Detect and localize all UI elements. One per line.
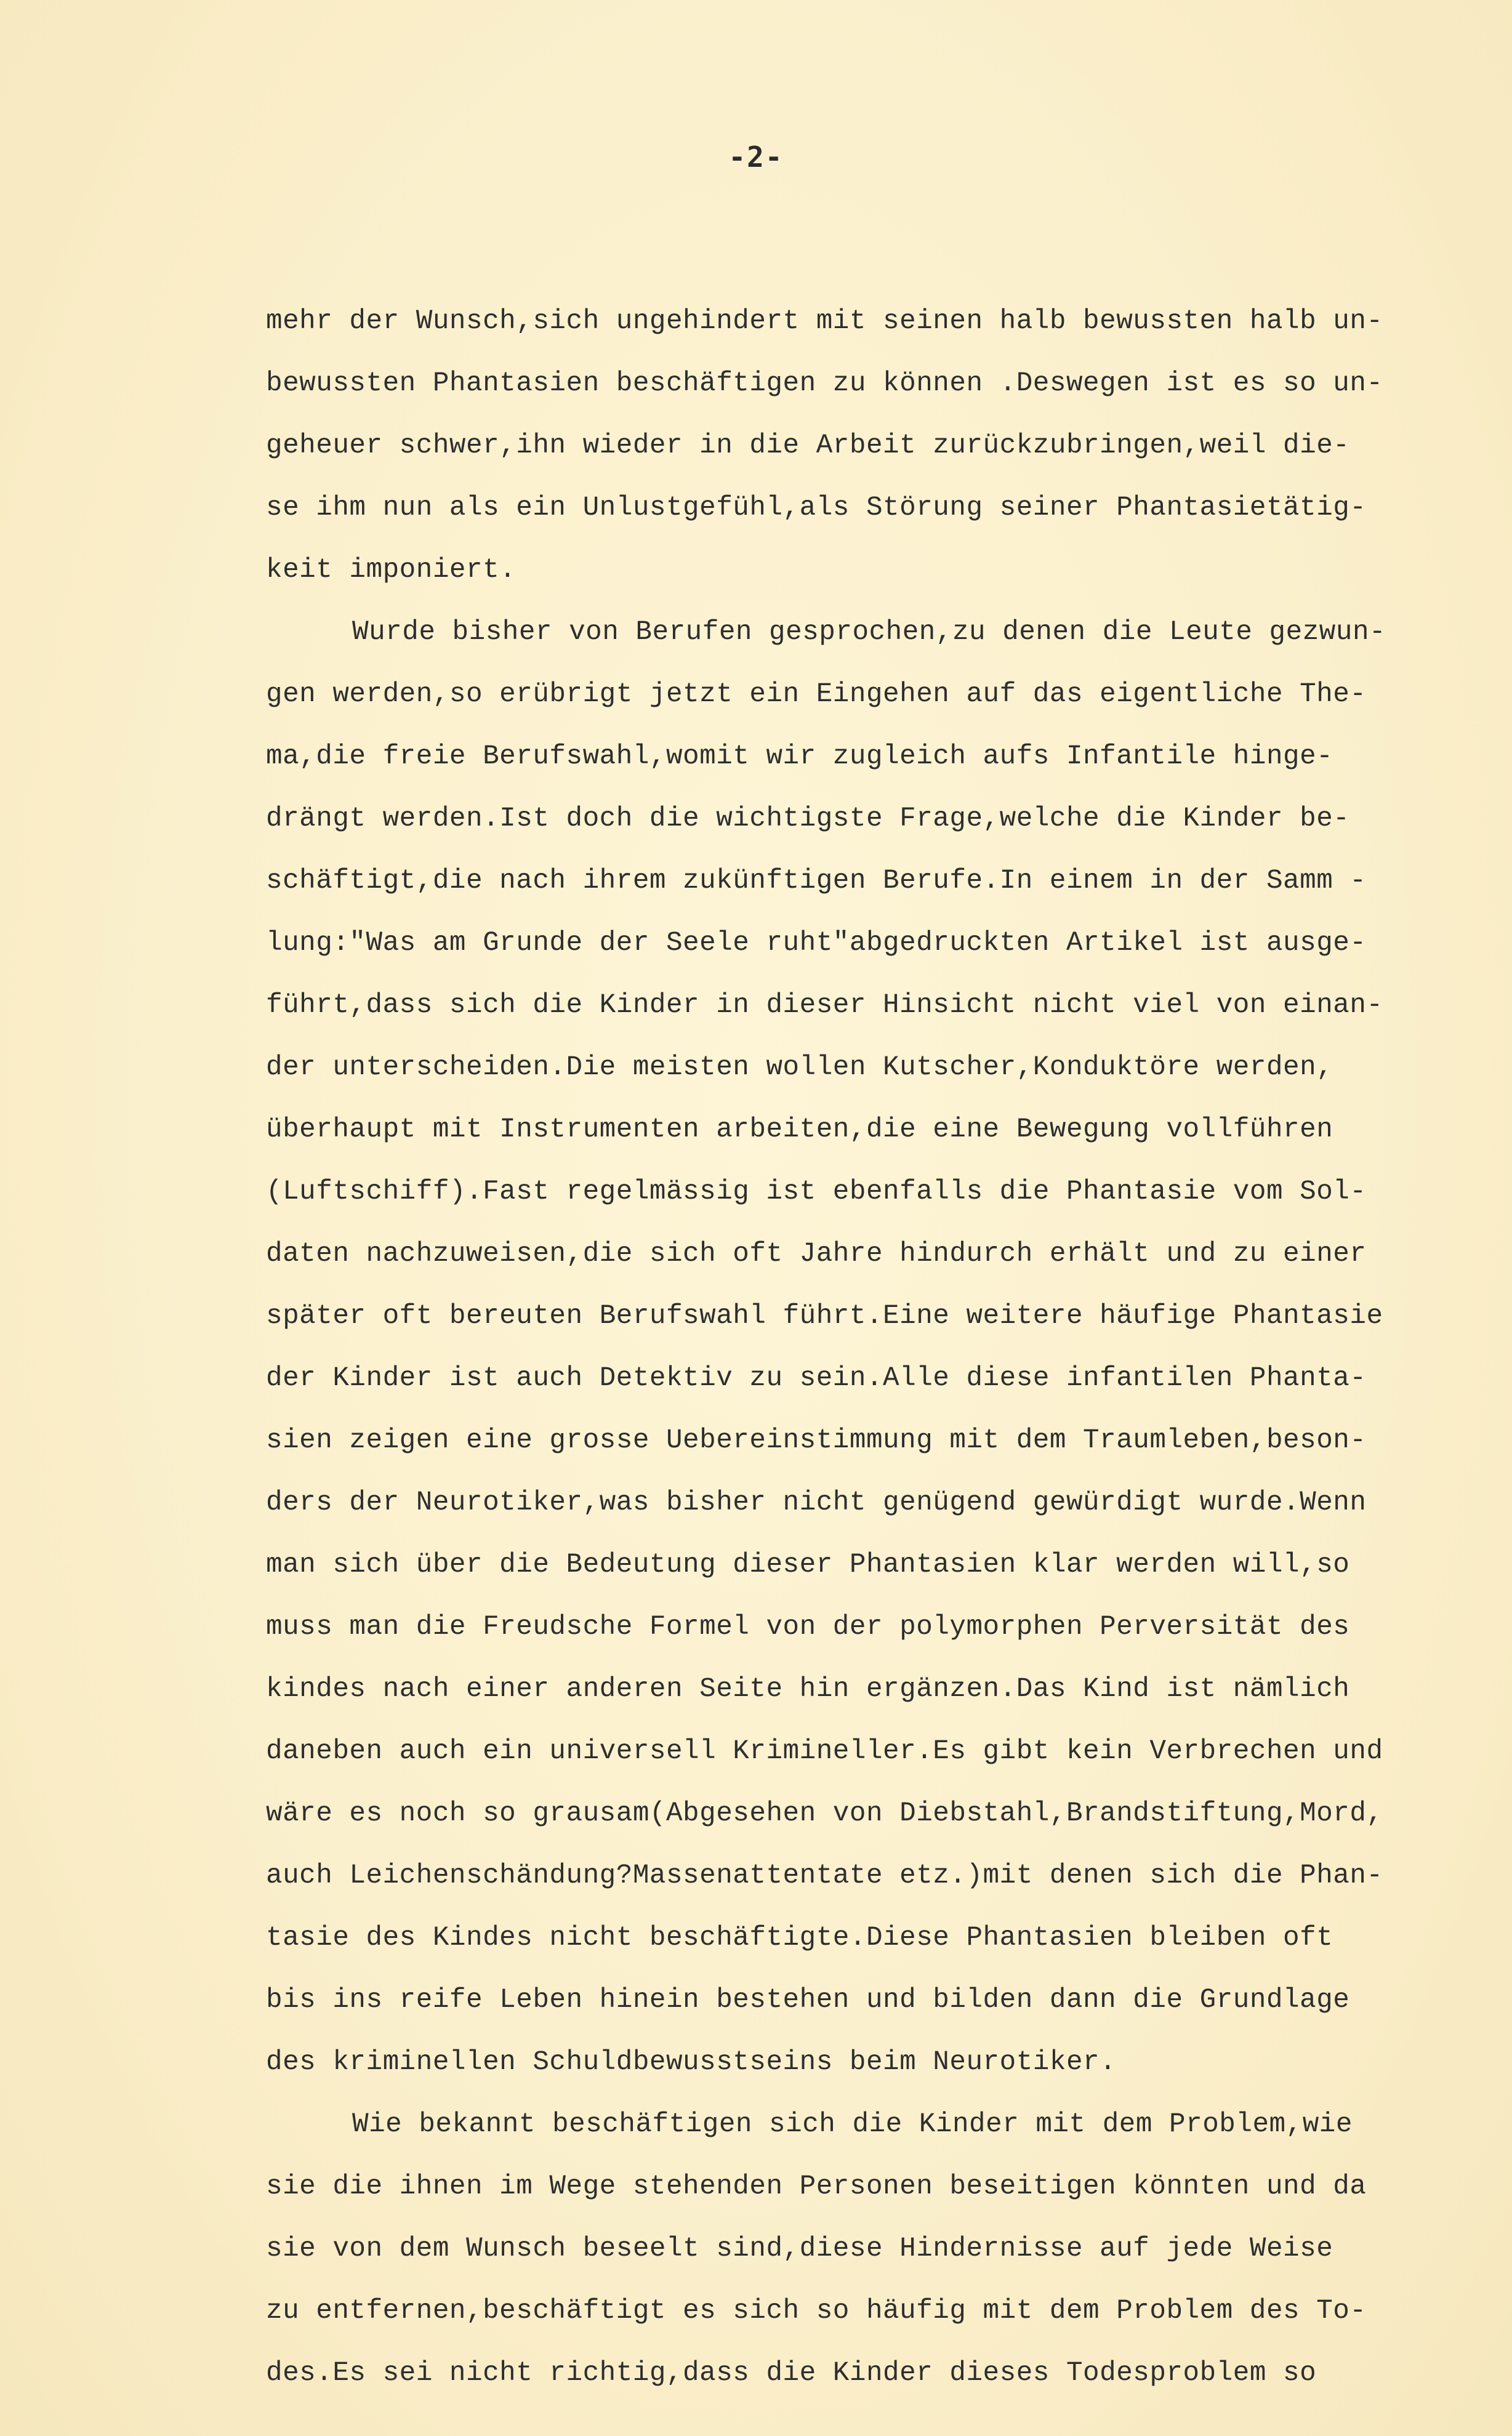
text-line: auch Leichenschändung?Massenattentate etz.)mit denen sich die Phan-: [266, 1860, 1383, 1891]
text-line: daten nachzuweisen,die sich oft Jahre hindurch erhält und zu einer: [266, 1239, 1367, 1269]
text-line: daneben auch ein universell Krimineller.Es gibt kein Verbrechen und: [266, 1736, 1383, 1767]
text-line: drängt werden.Ist doch die wichtigste Frage,welche die Kinder be-: [266, 803, 1350, 834]
text-line: ders der Neurotiker,was bisher nicht genügend gewürdigt wurde.Wenn: [266, 1487, 1367, 1518]
body-text: [266, 291, 1491, 2405]
text-line: der unterscheiden.Die meisten wollen Kutscher,Konduktöre werden,: [266, 1052, 1333, 1083]
text-line: gen werden,so erübrigt jetzt ein Eingehen auf das eigentliche The-: [266, 679, 1367, 710]
text-line: des.Es sei nicht richtig,dass die Kinder dieses Todesproblem so: [266, 2358, 1317, 2389]
text-line: später oft bereuten Berufswahl führt.Eine weitere häufige Phantasie: [266, 1301, 1383, 1332]
text-line: se ihm nun als ein Unlustgefühl,als Störung seiner Phantasietätig-: [266, 492, 1367, 523]
text-line: tasie des Kindes nicht beschäftigte.Diese Phantasien bleiben oft: [266, 1923, 1333, 1953]
text-line: bewussten Phantasien beschäftigen zu können .Deswegen ist es so un-: [266, 368, 1383, 399]
text-line: Wie bekannt beschäftigen sich die Kinder mit dem Problem,wie: [352, 2109, 1353, 2140]
text-line: bis ins reife Leben hinein bestehen und bilden dann die Grundlage: [266, 1985, 1350, 2016]
text-line: kindes nach einer anderen Seite hin ergänzen.Das Kind ist nämlich: [266, 1674, 1350, 1705]
text-line: Wurde bisher von Berufen gesprochen,zu denen die Leute gezwun-: [352, 617, 1386, 648]
text-line: keit imponiert.: [266, 555, 517, 585]
text-line: ma,die freie Berufswahl,womit wir zugleich aufs Infantile hinge-: [266, 741, 1333, 772]
text-line: sie von dem Wunsch beseelt sind,diese Hindernisse auf jede Weise: [266, 2233, 1333, 2264]
text-line: der Kinder ist auch Detektiv zu sein.Alle diese infantilen Phanta-: [266, 1363, 1367, 1394]
text-line: zu entfernen,beschäftigt es sich so häufig mit dem Problem des To-: [266, 2296, 1367, 2326]
text-line: lung:"Was am Grunde der Seele ruht"abgedruckten Artikel ist ausge-: [266, 928, 1367, 959]
page-number: -2-: [728, 140, 784, 174]
text-line: mehr der Wunsch,sich ungehindert mit seinen halb bewussten halb un-: [266, 306, 1383, 337]
text-line: (Luftschiff).Fast regelmässig ist ebenfalls die Phantasie vom Sol-: [266, 1176, 1367, 1207]
text-line: schäftigt,die nach ihrem zukünftigen Berufe.In einem in der Samm -: [266, 866, 1367, 896]
text-line: führt,dass sich die Kinder in dieser Hinsicht nicht viel von einan-: [266, 990, 1383, 1021]
text-line: sie die ihnen im Wege stehenden Personen beseitigen könnten und da: [266, 2171, 1367, 2202]
text-line: wäre es noch so grausam(Abgesehen von Diebstahl,Brandstiftung,Mord,: [266, 1798, 1383, 1829]
text-line: des kriminellen Schuldbewusstseins beim Neurotiker.: [266, 2047, 1117, 2078]
text-line: geheuer schwer,ihn wieder in die Arbeit zurückzubringen,weil die-: [266, 430, 1350, 461]
text-line: muss man die Freudsche Formel von der polymorphen Perversität des: [266, 1612, 1350, 1642]
text-line: man sich über die Bedeutung dieser Phantasien klar werden will,so: [266, 1550, 1350, 1580]
text-line: überhaupt mit Instrumenten arbeiten,die eine Bewegung vollführen: [266, 1114, 1333, 1145]
text-line: sien zeigen eine grosse Uebereinstimmung mit dem Traumleben,beson-: [266, 1425, 1367, 1456]
